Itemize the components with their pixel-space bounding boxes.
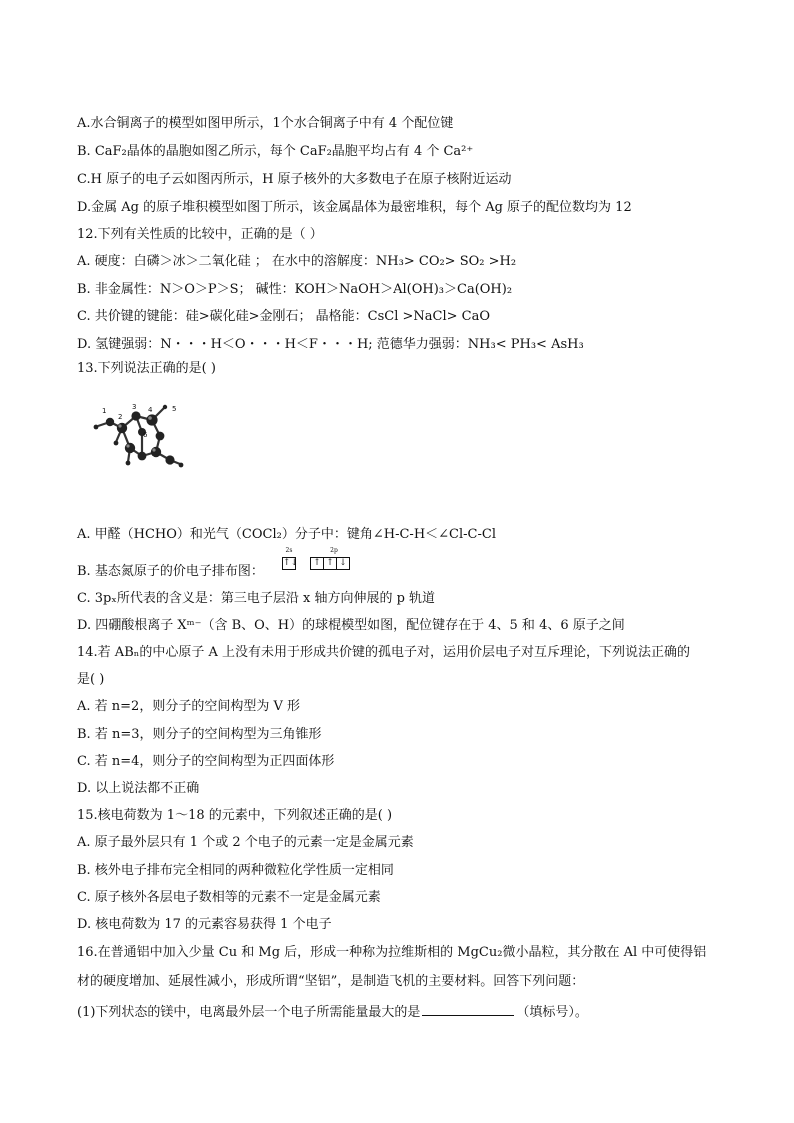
q15-option-a: A. 原子最外层只有 1 个或 2 个电子的元素一定是金属元素 xyxy=(77,835,414,850)
figure-label-4: 4 xyxy=(148,406,153,414)
q15-option-b: B. 核外电子排布完全相同的两种微粒化学性质一定相同 xyxy=(77,863,394,878)
figure-label-5: 5 xyxy=(172,405,177,413)
q13-option-a: A. 甲醛（HCHO）和光气（COCl₂）分子中：键角∠H-C-H＜∠Cl-C-Cl xyxy=(77,527,496,542)
orbital-label-2p: 2p xyxy=(330,547,338,554)
figure-label-6: 6 xyxy=(143,431,148,439)
q16-sub1-suffix: （填标号）。 xyxy=(516,1005,588,1020)
q12-option-b: B. 非金属性：N＞O＞P＞S； 碱性：KOH＞NaOH＞Al(OH)₃＞Ca(OH)₂ xyxy=(77,282,513,297)
q15-option-d: D. 核电荷数为 17 的元素容易获得 1 个电子 xyxy=(77,917,332,932)
q12-option-a: A. 硬度：白磷＞冰＞二氧化硅 ； 在水中的溶解度：NH₃> CO₂> SO₂ >H₂ xyxy=(77,254,517,269)
q14-option-c: C. 若 n=4，则分子的空间构型为正四面体形 xyxy=(77,754,335,769)
q14-option-a: A. 若 n=2，则分子的空间构型为 V 形 xyxy=(77,699,300,714)
q11-option-d: D.金属 Ag 的原子堆积模型如图丁所示，该金属晶体为最密堆积，每个 Ag 原子的配位数均为 12 xyxy=(77,200,632,215)
q15-option-c: C. 原子核外各层电子数相等的元素不一定是金属元素 xyxy=(77,890,381,905)
q16-subquestion-1 xyxy=(77,1001,588,1022)
orbital-box-2p-3: ↓ xyxy=(336,557,350,570)
q14-stem-line2: 是( ) xyxy=(77,672,105,687)
q12-option-c: C. 共价键的键能：硅>碳化硅>金刚石； 晶格能：CsCl >NaCl> CaO xyxy=(77,309,491,324)
q12-option-d: D. 氢键强弱：N・・・H＜O・・・H＜F・・・H; 范德华力强弱：NH₃< PH₃< AsH₃ xyxy=(77,337,584,352)
orbital-box-2p-1: ↑ xyxy=(310,557,324,570)
q15-stem: 15.核电荷数为 1～18 的元素中，下列叙述正确的是( ) xyxy=(77,808,393,823)
q13-option-c: C. 3pₓ所代表的含义是：第三电子层沿 x 轴方向伸展的 p 轨道 xyxy=(77,591,436,606)
q11-option-c: C.H 原子的电子云如图丙所示，H 原子核外的大多数电子在原子核附近运动 xyxy=(77,172,512,187)
q12-stem: 12.下列有关性质的比较中，正确的是（ ） xyxy=(77,227,323,242)
q11-option-a: A.水合铜离子的模型如图甲所示，1个水合铜离子中有 4 个配位键 xyxy=(77,116,454,131)
orbital-label-2s: 2s xyxy=(285,547,293,554)
orbital-box-2s: ↑↓ xyxy=(283,558,299,568)
q11-option-b: B. CaF₂晶体的晶胞如图乙所示，每个 CaF₂晶胞平均占有 4 个 Ca²⁺ xyxy=(77,144,474,159)
q13-option-d: D. 四硼酸根离子 Xᵐ⁻（含 B、O、H）的球棍模型如图，配位键存在于 4、5 和 4、6 原子之间 xyxy=(77,618,625,633)
q16-stem-line2: 材的硬度增加、延展性减小，形成所谓“坚铝”，是制造飞机的主要材料。回答下列问题： xyxy=(77,974,585,989)
figure-label-2: 2 xyxy=(118,413,123,421)
q16-stem-line1: 16.在普通铝中加入少量 Cu 和 Mg 后，形成一种称为拉维斯相的 MgCu₂微小晶粒，其分散在 Al 中可使得铝 xyxy=(77,945,707,960)
answer-blank[interactable] xyxy=(422,1001,514,1016)
q16-sub1-text: (1)下列状态的镁中，电离最外层一个电子所需能量最大的是 xyxy=(77,1005,421,1020)
nitrogen-orbital-diagram xyxy=(282,548,362,576)
q14-stem-line1: 14.若 ABₙ的中心原子 A 上没有未用于形成共价键的孤电子对，运用价层电子对互斥理论，下列说法正确的 xyxy=(77,645,691,660)
figure-label-3: 3 xyxy=(132,403,137,411)
figure-label-1: 1 xyxy=(102,407,107,415)
orbital-box-2p-2: ↑ xyxy=(323,557,337,570)
q13-stem: 13.下列说法正确的是( ) xyxy=(77,361,216,376)
q14-option-b: B. 若 n=3，则分子的空间构型为三角锥形 xyxy=(77,727,322,742)
q13-option-b: B. 基态氮原子的价电子排布图： xyxy=(77,564,264,579)
borate-ball-and-stick-figure xyxy=(86,392,196,474)
q14-option-d: D. 以上说法都不正确 xyxy=(77,781,200,796)
